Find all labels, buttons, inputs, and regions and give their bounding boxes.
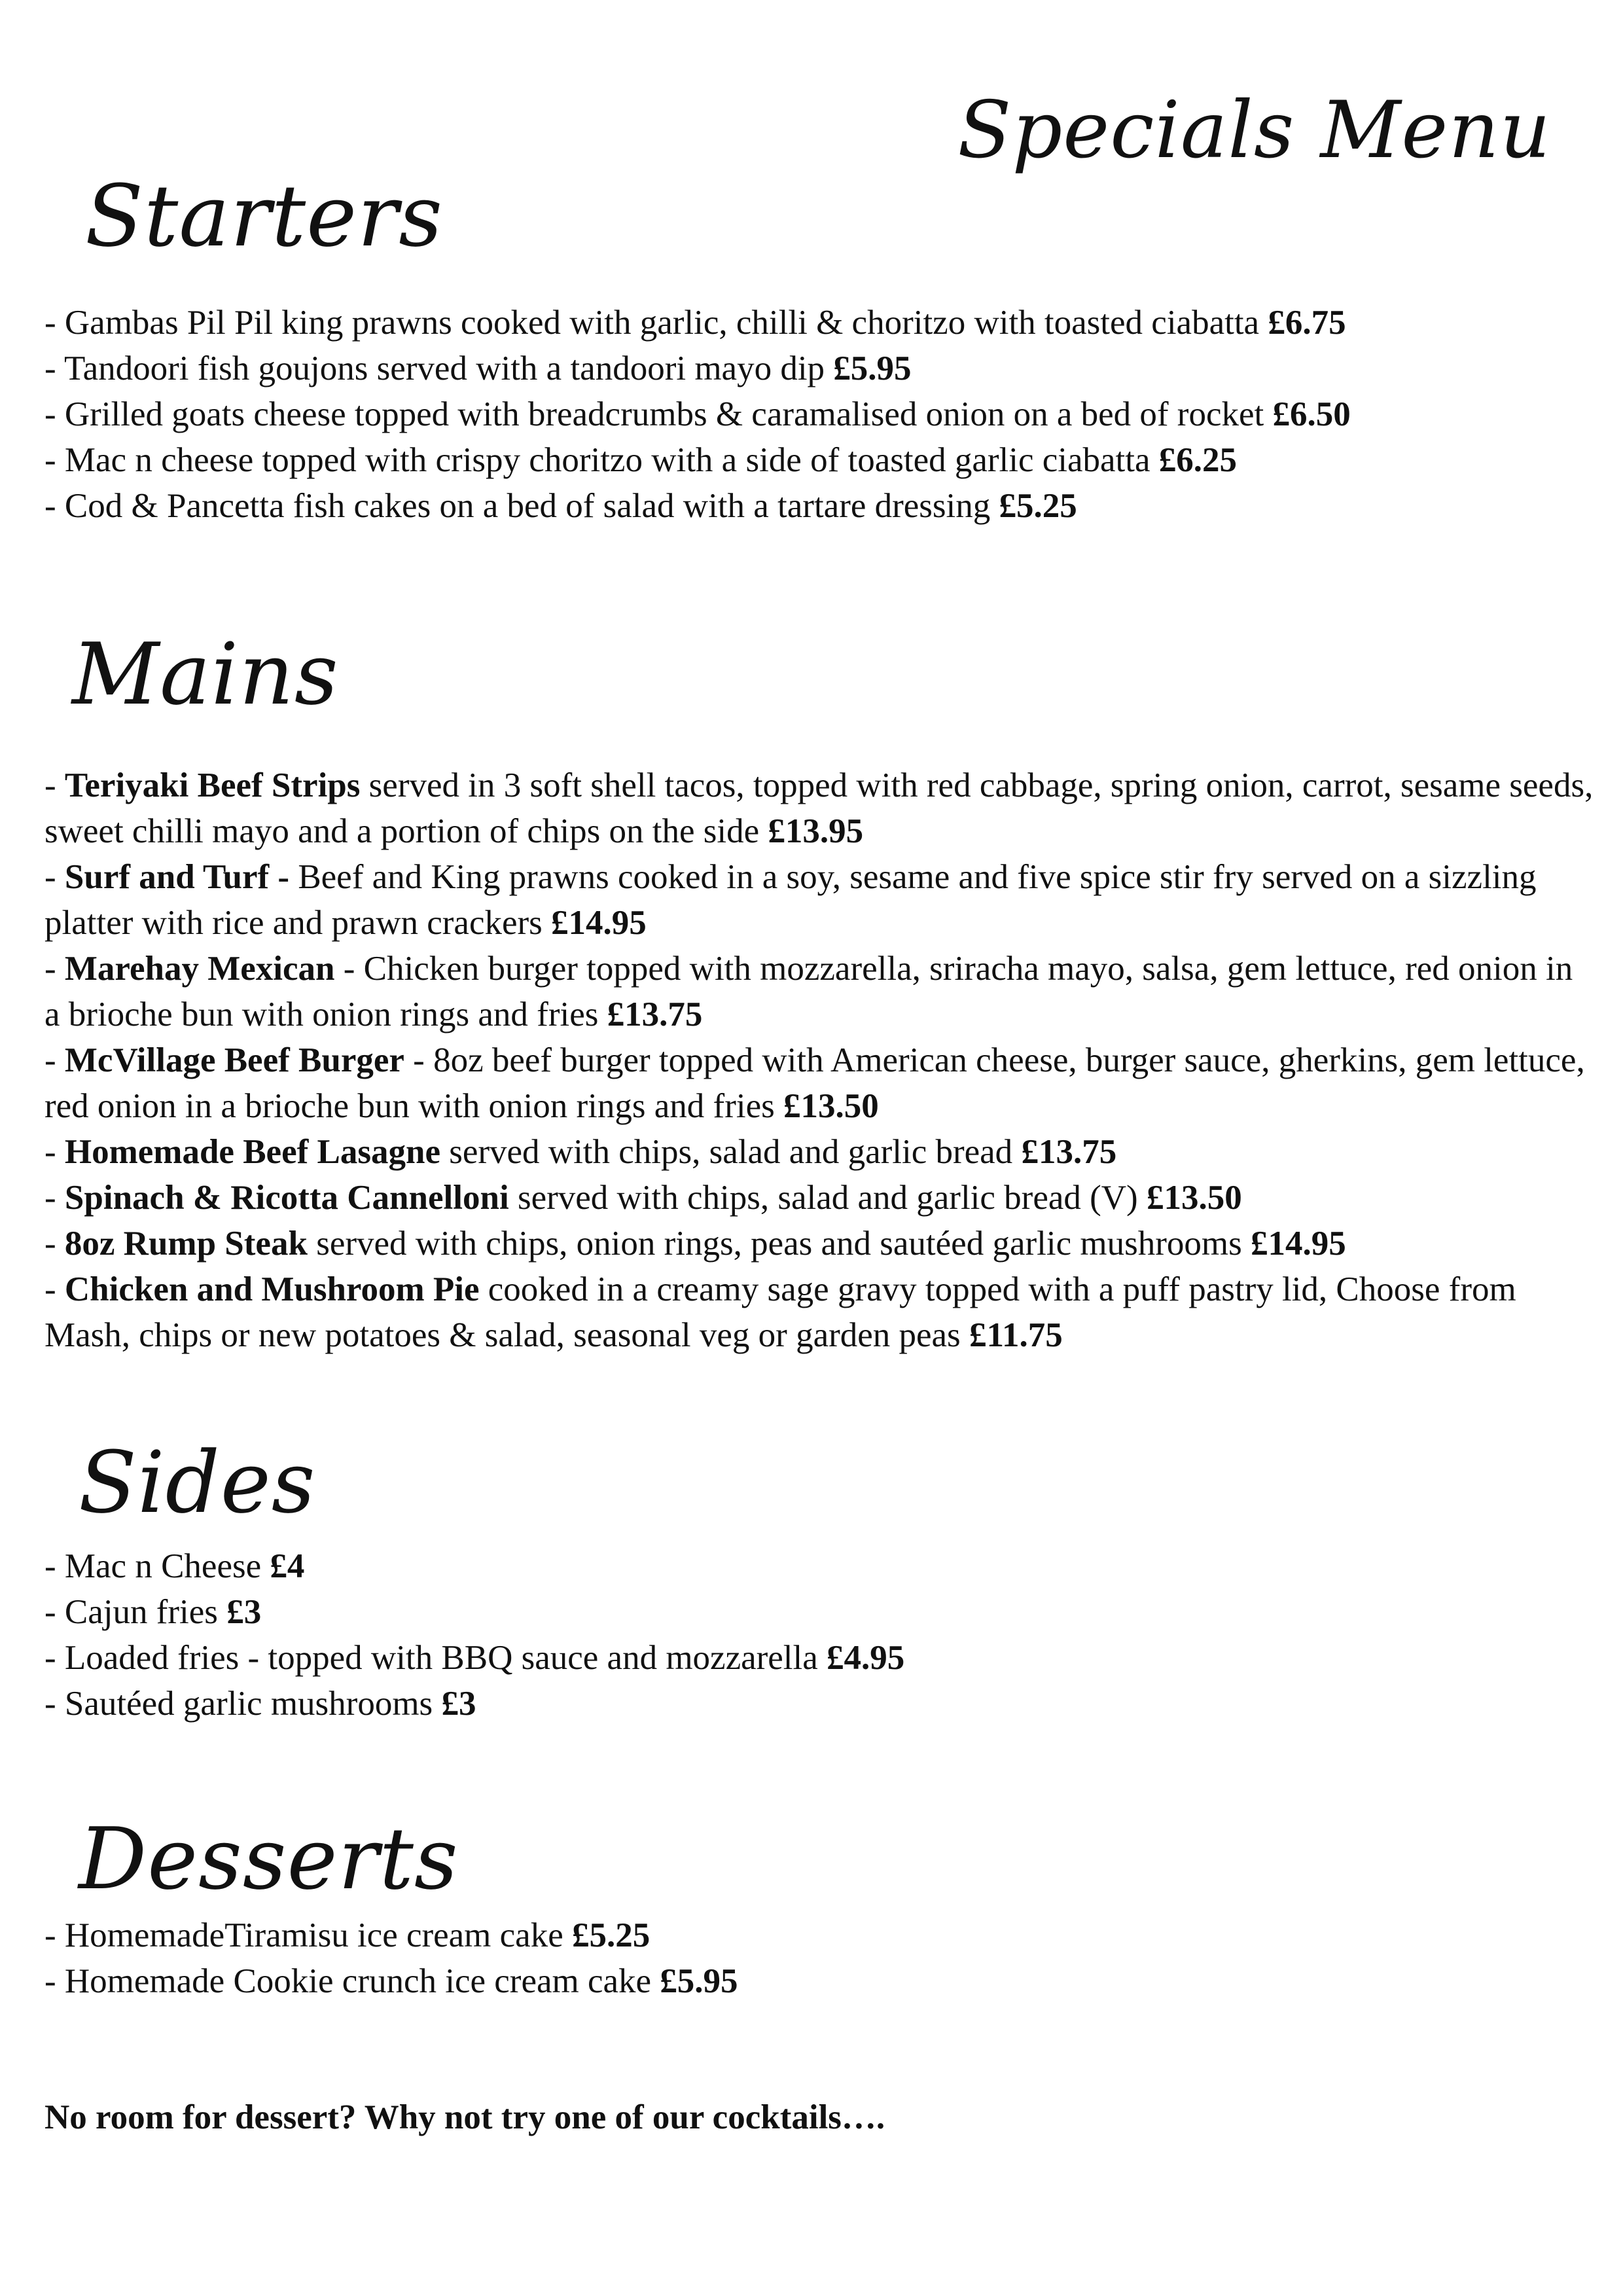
desserts-list	[45, 1912, 1596, 2004]
cocktails-note: No room for dessert? Why not try one of our cocktails….	[45, 2098, 885, 2136]
menu-item: - Grilled goats cheese topped with breadcrumbs & caramalised onion on a bed of rocket £6.50	[45, 395, 1351, 433]
starters-heading: Starters	[85, 166, 443, 266]
menu-item: - Mac n cheese topped with crispy choritzo with a side of toasted garlic ciabatta £6.25	[45, 441, 1238, 479]
menu-item: - Teriyaki Beef Strips served in 3 soft shell tacos, topped with red cabbage, spring onion, carrot, sesame seeds, sweet chilli mayo and a portion of chips on the side £13.95	[45, 766, 1594, 850]
menu-item: - Gambas Pil Pil king prawns cooked with garlic, chilli & choritzo with toasted ciabatta £6.75	[45, 304, 1346, 342]
menu-title: Specials Menu	[957, 85, 1551, 176]
item-description: Mac n Cheese	[64, 1547, 262, 1585]
item-description: served with chips, onion rings, peas and sautéed garlic mushrooms	[316, 1225, 1242, 1263]
item-price: £5.25	[571, 1916, 651, 1954]
mains-list	[45, 762, 1596, 1358]
menu-item: - Loaded fries - topped with BBQ sauce and mozzarella £4.95	[45, 1639, 905, 1677]
starters-list	[45, 300, 1596, 529]
item-price: £6.50	[1272, 395, 1351, 433]
item-description: Mac n cheese topped with crispy choritzo with a side of toasted garlic ciabatta	[64, 441, 1150, 479]
menu-item: - Mac n Cheese £4	[45, 1547, 305, 1585]
item-price: £14.95	[551, 904, 647, 942]
item-description: served in 3 soft shell tacos, topped with red cabbage, spring onion, carrot, sesame seeds, sweet chilli mayo and a portion of chips on the side	[45, 766, 1594, 850]
menu-item: - 8oz Rump Steak served with chips, onion rings, peas and sautéed garlic mushrooms £14.95	[45, 1225, 1346, 1263]
item-description: Tandoori fish goujons served with a tandoori mayo dip	[63, 350, 825, 387]
item-price: £13.75	[607, 996, 703, 1033]
item-price: £3	[441, 1685, 476, 1723]
menu-item: - Cajun fries £3	[45, 1593, 262, 1631]
item-name: 8oz Rump Steak	[64, 1225, 308, 1263]
item-price: £13.50	[783, 1087, 879, 1125]
item-name: Surf and Turf -	[64, 858, 290, 896]
item-price: £5.95	[660, 1962, 738, 2000]
item-price: £6.75	[1268, 304, 1346, 342]
item-price: £14.95	[1250, 1225, 1346, 1263]
menu-item: - Homemade Beef Lasagne served with chips, salad and garlic bread £13.75	[45, 1133, 1117, 1171]
item-description: Homemade Cookie crunch ice cream cake	[64, 1962, 652, 2000]
item-price: £5.25	[999, 487, 1077, 525]
menu-item: - Marehay Mexican - Chicken burger topped with mozzarella, sriracha mayo, salsa, gem lettuce, red onion in a brioche bun with onion rings and fries £13.75	[45, 950, 1573, 1033]
item-price: £5.95	[833, 350, 912, 387]
menu-item: - Sautéed garlic mushrooms £3	[45, 1685, 476, 1723]
item-price: £13.75	[1021, 1133, 1117, 1171]
desserts-heading: Desserts	[79, 1809, 459, 1909]
menu-item: - HomemadeTiramisu ice cream cake £5.25	[45, 1916, 651, 1954]
item-price: £4.95	[827, 1639, 905, 1677]
menu-item: - McVillage Beef Burger - 8oz beef burger topped with American cheese, burger sauce, gherkins, gem lettuce, red onion in a brioche bun with onion rings and fries £13.50	[45, 1041, 1585, 1125]
menu-item: - Surf and Turf - Beef and King prawns cooked in a soy, sesame and five spice stir fry served on a sizzling platter with rice and prawn crackers £14.95	[45, 858, 1537, 942]
item-price: £11.75	[969, 1316, 1063, 1354]
item-description: Gambas Pil Pil king prawns cooked with garlic, chilli & choritzo with toasted ciabatta	[64, 304, 1268, 342]
item-description: Cajun fries	[64, 1593, 218, 1631]
item-name: Teriyaki Beef Strips	[64, 766, 361, 804]
sides-heading: Sides	[79, 1433, 316, 1532]
item-price: £13.95	[768, 812, 864, 850]
item-name: McVillage Beef Burger	[64, 1041, 404, 1079]
item-description: - Chicken burger topped with mozzarella, sriracha mayo, salsa, gem lettuce, red onion in a brioche bun with onion rings and fries	[45, 950, 1573, 1033]
menu-item: - Spinach & Ricotta Cannelloni served with chips, salad and garlic bread (V) £13.50	[45, 1179, 1242, 1217]
item-description: served with chips, salad and garlic bread	[449, 1133, 1013, 1171]
item-name: Chicken and Mushroom Pie	[64, 1270, 480, 1308]
item-description: served with chips, salad and garlic bread (V)	[517, 1179, 1138, 1217]
sides-list	[45, 1543, 1596, 1727]
item-price: £6.25	[1158, 441, 1238, 479]
item-name: Homemade Beef Lasagne	[64, 1133, 440, 1171]
item-description: HomemadeTiramisu ice cream cake	[64, 1916, 563, 1954]
menu-item: - Chicken and Mushroom Pie cooked in a creamy sage gravy topped with a puff pastry lid, Choose from Mash, chips or new potatoes & salad, seasonal veg or garden peas £11.75	[45, 1270, 1516, 1354]
item-description: - 8oz beef burger topped with American cheese, burger sauce, gherkins, gem lettuce, red onion in a brioche bun with onion rings and fries	[45, 1041, 1585, 1125]
mains-heading: Mains	[72, 624, 339, 724]
item-price: £3	[226, 1593, 262, 1631]
item-name: Spinach & Ricotta Cannelloni	[64, 1179, 509, 1217]
item-price: £13.50	[1146, 1179, 1242, 1217]
menu-item: - Cod & Pancetta fish cakes on a bed of salad with a tartare dressing £5.25	[45, 487, 1077, 525]
menu-item: - Tandoori fish goujons served with a tandoori mayo dip £5.95	[45, 350, 912, 387]
item-description: Cod & Pancetta fish cakes on a bed of salad with a tartare dressing	[64, 487, 991, 525]
item-description: cooked in a creamy sage gravy topped with a puff pastry lid, Choose from Mash, chips or new potatoes & salad, seasonal veg or garden peas	[45, 1270, 1516, 1354]
item-description: Sautéed garlic mushrooms	[64, 1685, 433, 1723]
item-description: Grilled goats cheese topped with breadcrumbs & caramalised onion on a bed of rocket	[64, 395, 1264, 433]
item-price: £4	[270, 1547, 305, 1585]
item-description: Loaded fries - topped with BBQ sauce and mozzarella	[64, 1639, 818, 1677]
item-name: Marehay Mexican	[64, 950, 335, 988]
item-description: Beef and King prawns cooked in a soy, sesame and five spice stir fry served on a sizzling platter with rice and prawn crackers	[45, 858, 1537, 942]
menu-item: - Homemade Cookie crunch ice cream cake £5.95	[45, 1962, 738, 2000]
